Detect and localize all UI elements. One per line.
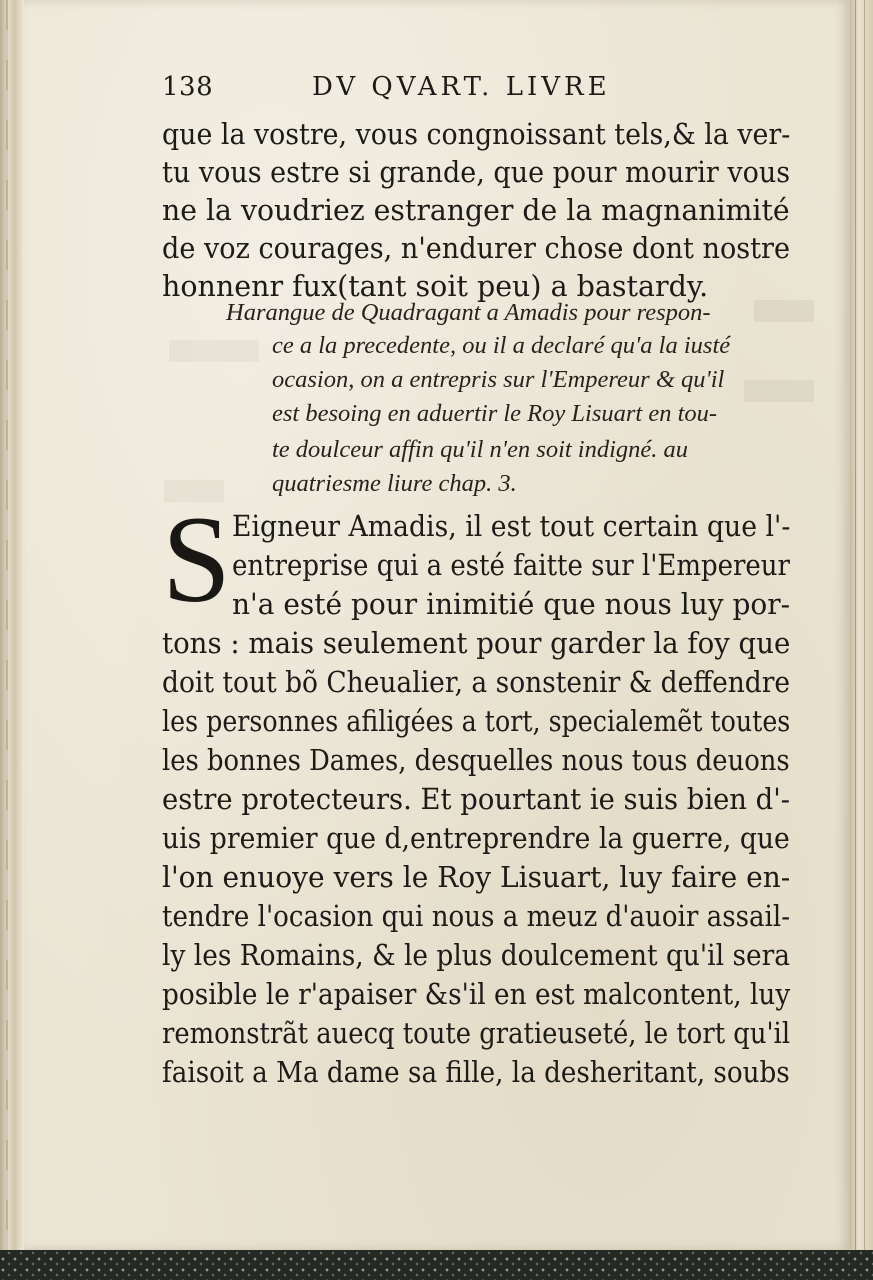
- speech-line: tendre l'ocasion qui nous a meuz d'auoir assail-: [162, 900, 791, 933]
- speech-line: Eigneur Amadis, il est tout certain que l'-: [232, 510, 791, 543]
- speech-line: entreprise qui a esté faitte sur l'Empereur: [232, 549, 790, 582]
- argument-line: ocasion, on a entrepris sur l'Empereur & qu'il: [272, 366, 725, 393]
- left-page-edges: [0, 0, 25, 1250]
- right-page-edges: [850, 0, 873, 1250]
- intro-line: que la vostre, vous congnoissant tels,& la ver-: [162, 118, 791, 151]
- argument-line: quatriesme liure chap. 3.: [272, 470, 517, 497]
- page-number: 138: [162, 72, 214, 102]
- intro-line: tu vous estre si grande, que pour mourir vous: [162, 156, 791, 189]
- speech-line: les personnes afiligées a tort, specialemẽt toutes: [162, 705, 791, 738]
- argument-line: Harangue de Quadragant a Amadis pour respon-: [226, 299, 711, 326]
- argument-line: te doulceur affin qu'il n'en soit indigné. au: [272, 436, 689, 463]
- running-title: DV QVART. LIVRE: [312, 72, 611, 102]
- speech-line: doit tout bõ Cheualier, a sonstenir & deffendre: [162, 666, 791, 699]
- speech-line: remonstrãt auecq toute gratieuseté, le tort qu'il: [162, 1017, 791, 1050]
- intro-line: de voz courages, n'endurer chose dont nostre: [162, 232, 791, 265]
- speech-line: uis premier que d,entreprendre la guerre, que: [162, 822, 790, 855]
- intro-line: honnenr fux(tant soit peu) a bastardy.: [162, 270, 709, 303]
- argument-line: est besoing en aduertir le Roy Lisuart en tou-: [272, 400, 718, 427]
- speech-line: estre protecteurs. Et pourtant ie suis bien d'-: [162, 783, 791, 816]
- speech-line: l'on enuoye vers le Roy Lisuart, luy faire en-: [162, 861, 791, 894]
- speech-line: posible le r'apaiser &s'il en est malcontent, luy: [162, 978, 791, 1011]
- argument-line: ce a la precedente, ou il a declaré qu'a la iusté: [272, 332, 731, 359]
- cloth-backdrop: [0, 1245, 873, 1280]
- speech-line: les bonnes Dames, desquelles nous tous deuons: [162, 744, 790, 777]
- running-header: [162, 72, 611, 102]
- intro-line: ne la voudriez estranger de la magnanimité: [162, 194, 790, 227]
- speech-line: tons : mais seulement pour garder la foy que: [162, 627, 791, 660]
- speech-line: n'a esté pour inimitié que nous luy por-: [232, 588, 791, 621]
- speech-line: faisoit a Ma dame sa fille, la desheritant, soubs: [162, 1056, 790, 1089]
- speech-line: ly les Romains, & le plus doulcement qu'il sera: [162, 939, 790, 972]
- drop-cap: S: [162, 491, 231, 628]
